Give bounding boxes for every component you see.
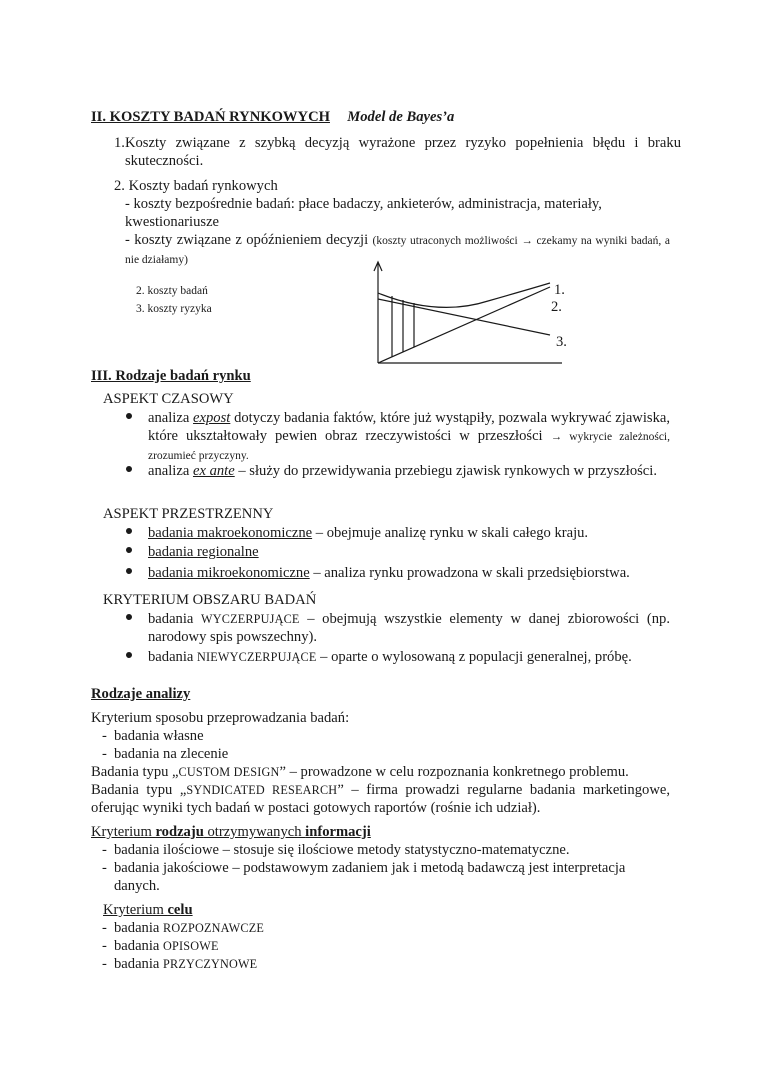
- goal-item-3: [114, 955, 257, 973]
- term-macro: badania makroekonomiczne: [148, 525, 313, 541]
- title-part: Kryterium: [103, 902, 168, 918]
- method-item-2: badania na zlecenie: [114, 746, 229, 762]
- series-3-risk-cost-line: [378, 299, 550, 335]
- dash-marker: -: [102, 842, 107, 858]
- chart-label-2: 2.: [551, 299, 562, 315]
- method-item-1: badania własne: [114, 728, 204, 744]
- title-part: Kryterium: [91, 824, 156, 840]
- aspect-time-item-1: [148, 409, 670, 465]
- item-prefix: badania: [148, 611, 202, 627]
- cost-item-2-line-1: - koszty bezpośrednie badań: płace badaczy, ankieterów, administracja, materiały, kwestionariusze: [125, 196, 602, 230]
- series-1-total-cost-curve: [378, 283, 550, 307]
- dash-marker: -: [102, 746, 107, 762]
- info-item-2: badania jakościowe – podstawowym zadaniem jak i metodą badawczą jest interpretacja danych.: [114, 860, 626, 894]
- dash-marker: -: [102, 860, 107, 876]
- axes: [374, 262, 562, 363]
- aspect-space-item-2: [148, 543, 670, 561]
- term-goal: ROZPOZNAWCZE: [163, 921, 264, 935]
- term-goal: PRZYCZYNOWE: [163, 957, 258, 971]
- delay-cost-note: (koszty utraconych możliwości → czekamy na wyniki badań, a nie działamy): [125, 235, 670, 266]
- legend-item-3: 3. koszty ryzyka: [136, 303, 212, 315]
- bayes-cost-chart: [360, 255, 580, 370]
- term-syndicated-research: SYNDICATED RESEARCH: [186, 783, 338, 797]
- chart-label-3: 3.: [556, 334, 567, 350]
- term-non-exhaustive: NIEWYCZERPUJĄCE: [197, 650, 317, 664]
- goal-item-2: [114, 937, 219, 955]
- item-note: → wykrycie zależności, zrozumieć przyczyny.: [148, 431, 670, 462]
- aspect-time-title: ASPEKT CZASOWY: [103, 391, 234, 407]
- item-text: ” – firma prowadzi regularne badania marketingowe, oferując wyniki tych badań w postaci gotowych raportów (rośnie ich udział).: [91, 782, 670, 816]
- bullet-icon: [126, 568, 134, 576]
- bullet-icon: [126, 466, 134, 474]
- item-text: ” – prowadzone w celu rozpoznania konkretnego problemu.: [279, 764, 629, 780]
- criterion-area-item-2: [148, 648, 670, 666]
- model-label: Model de Bayes’a: [347, 109, 455, 125]
- title-part: otrzymywanych: [203, 824, 306, 840]
- goal-item-1: [114, 919, 264, 937]
- bullet-icon: [126, 547, 134, 555]
- bullet-icon: [126, 652, 134, 660]
- title-part-bold: rodzaju: [155, 824, 204, 840]
- item-prefix: badania: [114, 920, 164, 936]
- section-3-heading: III. Rodzaje badań rynku: [91, 368, 251, 384]
- chart-label-1: 1.: [554, 282, 565, 298]
- info-criterion-title: [91, 823, 371, 841]
- term-micro: badania mikroekonomiczne: [148, 565, 310, 581]
- goal-criterion-title: [103, 901, 193, 919]
- item-prefix: Badania typu „: [91, 764, 179, 780]
- bullet-icon: [126, 528, 134, 536]
- item-prefix: Badania typu „: [91, 782, 187, 798]
- hatch-lines: [392, 296, 414, 357]
- section-2-title: II. KOSZTY BADAŃ RYNKOWYCH: [91, 109, 330, 125]
- delay-cost-text: - koszty związane z opóźnieniem decyzji: [125, 232, 373, 248]
- item-prefix: analiza: [148, 463, 193, 479]
- dash-marker: -: [102, 920, 107, 936]
- title-part-bold: celu: [167, 902, 193, 918]
- term-custom-design: CUSTOM DESIGN: [178, 765, 280, 779]
- item-text: dotyczy badania faktów, które już wystąpiły, pozwala wykrywać zjawiska, które ukształtowały pewien obraz rzeczywistości w przeszłości: [148, 410, 670, 444]
- bullet-icon: [126, 413, 134, 421]
- item-text: – oparte o wylosowaną z populacji generalnej, próbę.: [316, 649, 632, 665]
- term-goal: OPISOWE: [163, 939, 219, 953]
- bullet-icon: [126, 614, 134, 622]
- aspect-space-item-3: [148, 564, 670, 582]
- method-criterion-title: Kryterium sposobu przeprowadzania badań:: [91, 710, 350, 726]
- aspect-time-item-2: [148, 462, 670, 480]
- item-text: – służy do przewidywania przebiegu zjawisk rynkowych w przyszłości.: [234, 463, 657, 479]
- legend-item-2: 2. koszty badań: [136, 285, 208, 297]
- criterion-area-title: KRYTERIUM OBSZARU BADAŃ: [103, 592, 317, 608]
- item-prefix: analiza: [148, 410, 194, 426]
- item-prefix: badania: [114, 938, 164, 954]
- aspect-space-title: ASPEKT PRZESTRZENNY: [103, 506, 274, 522]
- item-text: – obejmuje analizę rynku w skali całego kraju.: [312, 525, 589, 541]
- aspect-space-item-1: [148, 524, 670, 542]
- series-2-research-cost-line: [378, 287, 550, 363]
- cost-item-1: 1.Koszty związane z szybką decyzją wyrażone przez ryzyko popełnienia błędu i braku skuteczności.: [114, 135, 681, 169]
- dash-marker: -: [102, 938, 107, 954]
- term-expost: expost: [193, 410, 231, 426]
- item-prefix: badania: [148, 649, 198, 665]
- section-2-heading: [91, 108, 691, 126]
- term-ex-ante: ex ante: [192, 463, 235, 479]
- info-item-1: badania ilościowe – stosuje się ilościowe metody statystyczno-matematyczne.: [114, 842, 570, 858]
- dash-marker: -: [102, 728, 107, 744]
- syndicated-research-line: [91, 781, 670, 817]
- custom-design-line: [91, 763, 671, 781]
- item-prefix: badania: [114, 956, 164, 972]
- dash-marker: -: [102, 956, 107, 972]
- term-exhaustive: WYCZERPUJĄCE: [201, 612, 300, 626]
- cost-item-2-title: 2. Koszty badań rynkowych: [114, 178, 278, 194]
- criterion-area-item-1: [148, 610, 670, 646]
- item-text: – obejmują wszystkie elementy w danej zbiorowości (np. narodowy spis powszechny).: [148, 611, 670, 645]
- item-text: – analiza rynku prowadzona w skali przedsiębiorstwa.: [309, 565, 630, 581]
- analysis-heading: Rodzaje analizy: [91, 686, 191, 702]
- term-regional: badania regionalne: [148, 544, 259, 560]
- title-part-bold: informacji: [305, 824, 371, 840]
